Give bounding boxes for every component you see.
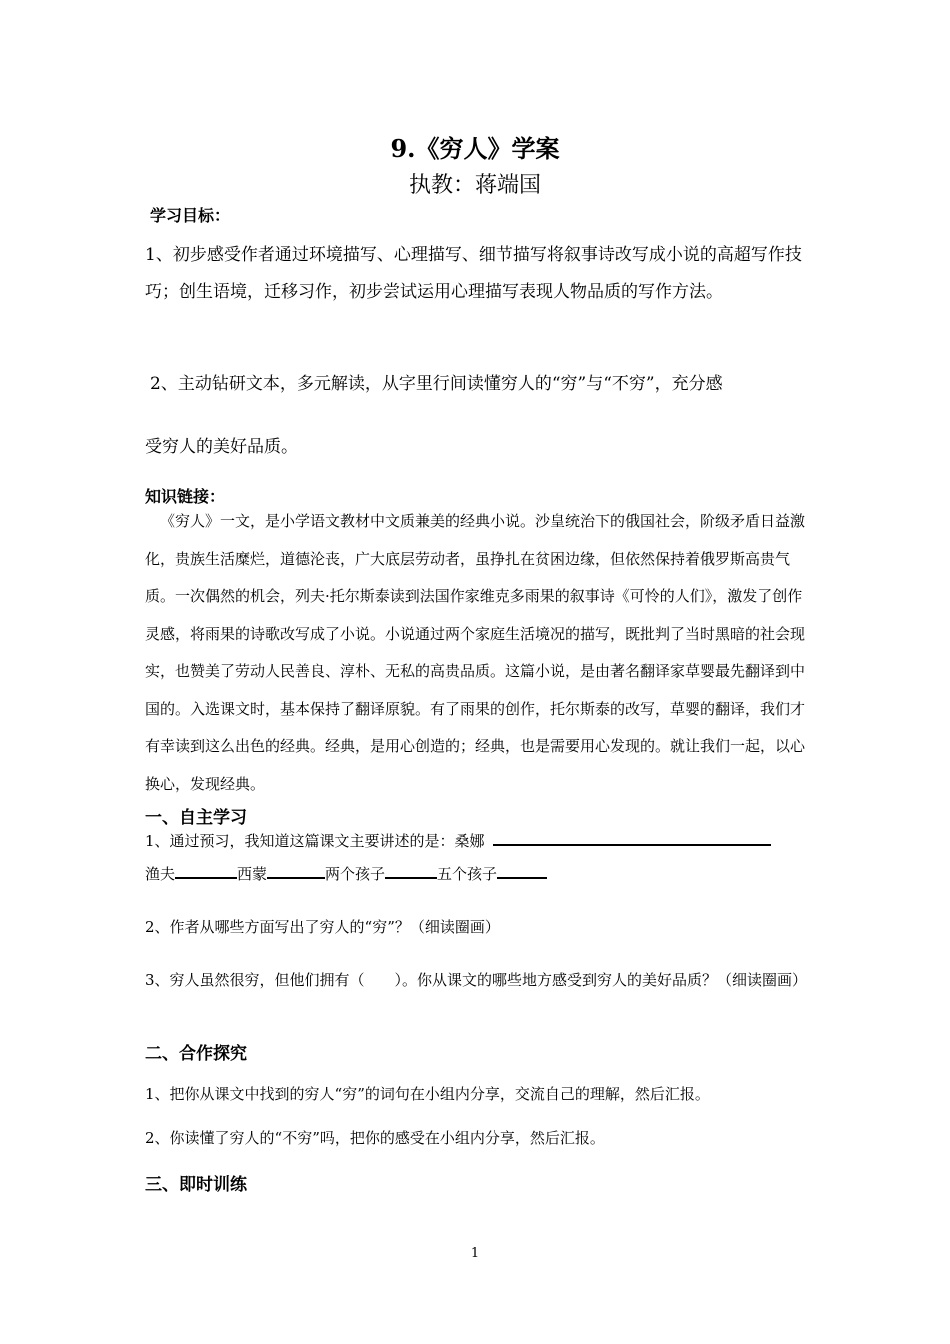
answer-blank-fisherman[interactable]: [175, 863, 237, 879]
objective-item-2-line-1: 2、主动钻研文本，多元解读，从字里行间读懂穷人的“穷”与“不穷”，充分感: [150, 374, 723, 394]
knowledge-text: 《穷人》一文，是小学语文教材中文质兼美的经典小说。沙皇统治下的俄国社会，阶级矛盾日益激化，贵族生活糜烂，道德沦丧，广大底层劳动者，虽挣扎在贫困边缘，但依然保持着俄罗斯高贵气质。一次偶然的机会，列夫·托尔斯泰读到法国作家维克多雨果的叙事诗《可怜的人们》，激发了创作灵感，将雨果的诗歌改写成了小说。小说通过两个家庭生活境况的描写，既批判了当时黑暗的社会现实，也赞美了劳动人民善良、淳朴、无私的高贵品质。这篇小说，是由著名翻译家草婴最先翻译到中国的。入选课文时，基本保持了翻译原貌。有了雨果的创作，托尔斯泰的改写，草婴的翻译，我们才有幸读到这么出色的经典。经典，是用心创造的；经典，也是需要用心发现的。就让我们一起，以心换心，发现经典。: [145, 512, 806, 793]
section1-question-3: 3、穷人虽然很穷，但他们拥有（ ）。你从课文的哪些地方感受到穷人的美好品质？（细读圈画）: [145, 971, 808, 989]
section2-question-1: 1、把你从课文中找到的穷人“穷”的词句在小组内分享，交流自己的理解，然后汇报。: [145, 1085, 710, 1103]
label-two-kids: 两个孩子: [325, 865, 386, 883]
answer-blank-two-kids[interactable]: [385, 863, 437, 879]
section1-question-2: 2、作者从哪些方面写出了穷人的“穷”？（细读圈画）: [145, 918, 500, 936]
page-number: 1: [470, 1246, 480, 1261]
label-fisherman: 渔夫: [145, 865, 176, 883]
section2-heading: 二、合作探究: [145, 1044, 247, 1064]
objective-item-1: 1、初步感受作者通过环境描写、心理描写、细节描写将叙事诗改写成小说的高超写作技巧；创生语境，迁移习作，初步尝试运用心理描写表现人物品质的写作方法。: [145, 245, 802, 302]
section2-question-2: 2、你读懂了穷人的“不穷”吗，把你的感受在小组内分享，然后汇报。: [145, 1129, 605, 1147]
objective-item-2-line-2: 受穷人的美好品质。: [145, 437, 298, 457]
section1-question-1: [145, 828, 810, 854]
section1-heading: 一、自主学习: [145, 808, 247, 828]
answer-blank-simon[interactable]: [267, 863, 325, 879]
question-1-prefix: 1、通过预习，我知道这篇课文主要讲述的是：桑娜: [145, 832, 485, 850]
document-title: 9.《穷人》学案: [390, 134, 560, 163]
answer-blank-sangna[interactable]: [493, 830, 771, 846]
answer-blank-five-kids[interactable]: [497, 863, 547, 879]
section3-heading: 三、即时训练: [145, 1175, 247, 1195]
teacher-line: 执教：蒋端国: [408, 173, 541, 198]
knowledge-heading: 知识链接：: [145, 487, 226, 506]
label-five-kids: 五个孩子: [437, 865, 498, 883]
objectives-heading: 学习目标：: [150, 206, 231, 225]
section1-question-1-line-2: [145, 861, 810, 887]
label-simon: 西蒙: [237, 865, 268, 883]
